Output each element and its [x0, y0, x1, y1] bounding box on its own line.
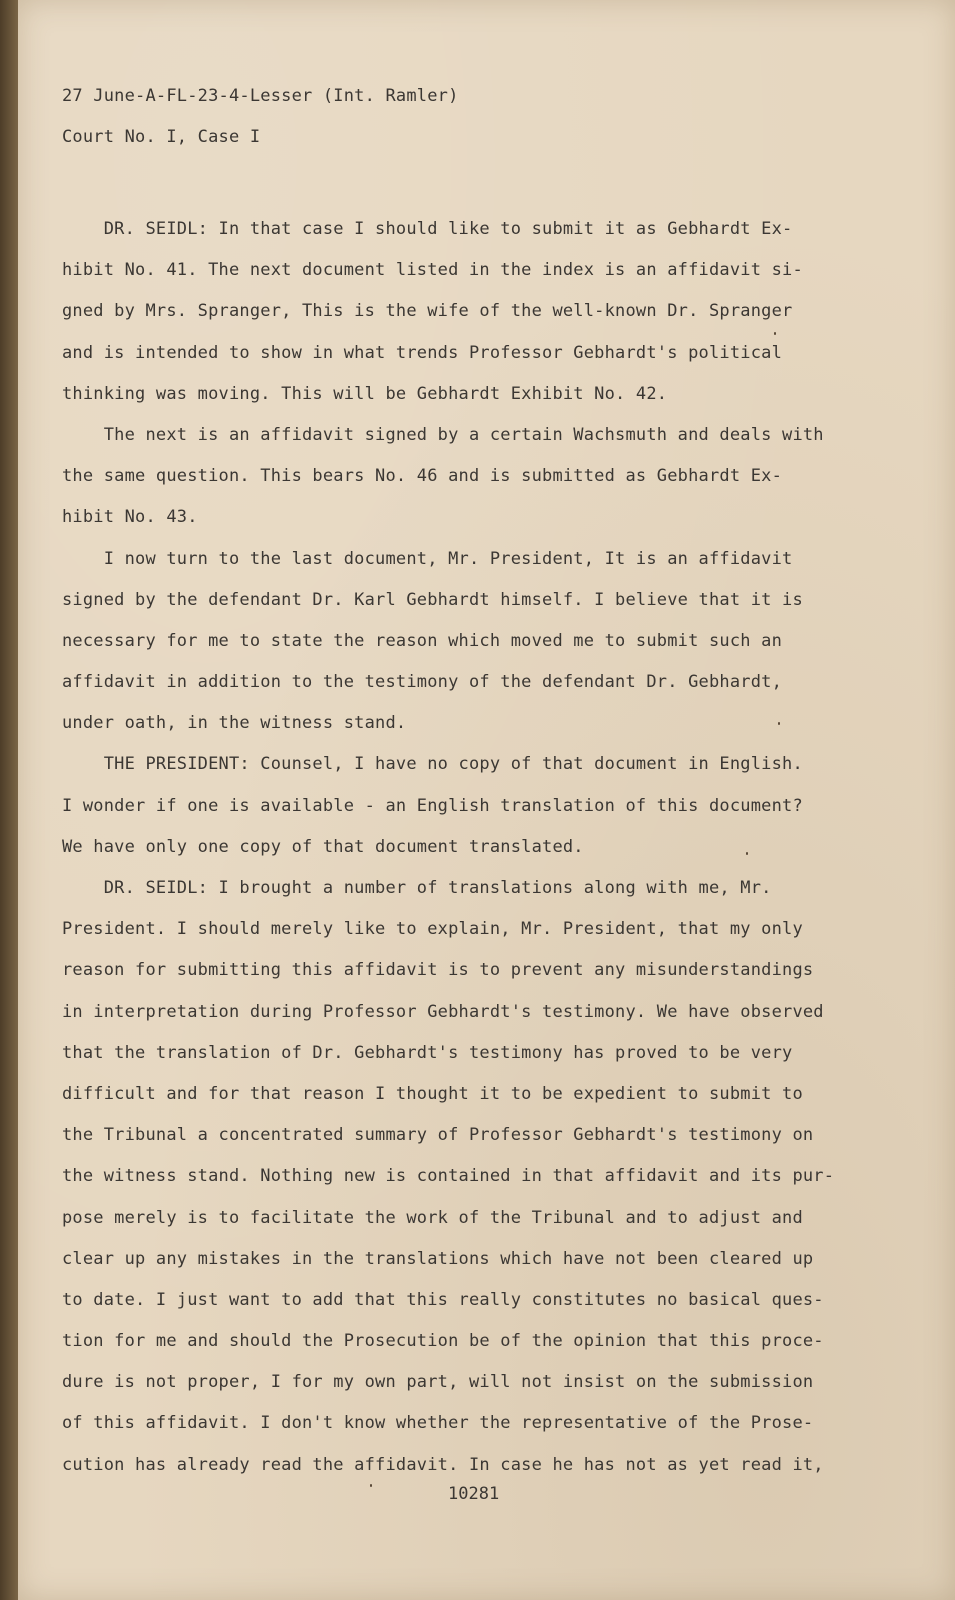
body-line: reason for submitting this affidavit is to prevent any misunderstandings	[62, 960, 814, 981]
body-line: hibit No. 41. The next document listed in the index is an affidavit si-	[62, 260, 803, 281]
body-line: the same question. This bears No. 46 and is submitted as Gebhardt Ex-	[62, 466, 783, 487]
body-line: pose merely is to facilitate the work of the Tribunal and to adjust and	[62, 1207, 803, 1228]
body-line: THE PRESIDENT: Counsel, I have no copy of that document in English.	[62, 754, 803, 775]
document-body	[62, 209, 922, 1486]
body-line: DR. SEIDL: I brought a number of translations along with me, Mr.	[62, 878, 772, 898]
paper-speck	[370, 1484, 372, 1487]
body-line: cution has already read the affidavit. In case he has not as yet read it,	[62, 1454, 824, 1475]
body-line: and is intended to show in what trends Professor Gebhardt's political	[62, 342, 783, 363]
document-header-reference: 27 June-A-FL-23-4-Lesser (Int. Ramler)	[62, 86, 459, 106]
body-line: that the translation of Dr. Gebhardt's testimony has proved to be very	[62, 1042, 793, 1063]
body-line: necessary for me to state the reason which moved me to submit such an	[62, 630, 783, 651]
body-line: the Tribunal a concentrated summary of Professor Gebhardt's testimony on	[62, 1125, 814, 1146]
body-line: dure is not proper, I for my own part, will not insist on the submission	[62, 1372, 814, 1393]
body-line: I now turn to the last document, Mr. President, It is an affidavit	[62, 548, 793, 569]
body-line: affidavit in addition to the testimony of the defendant Dr. Gebhardt,	[62, 672, 783, 693]
document-header-court: Court No. I, Case I	[62, 127, 261, 147]
body-line: difficult and for that reason I thought it to be expedient to submit to	[62, 1083, 803, 1104]
body-line: thinking was moving. This will be Gebhardt Exhibit No. 42.	[62, 383, 668, 404]
body-line: to date. I just want to add that this really constitutes no basical ques-	[62, 1289, 824, 1310]
body-line: The next is an affidavit signed by a certain Wachsmuth and deals with	[62, 424, 824, 445]
body-line: We have only one copy of that document translated.	[62, 836, 584, 857]
body-line: I wonder if one is available - an English translation of this document?	[62, 795, 803, 816]
body-line: signed by the defendant Dr. Karl Gebhardt himself. I believe that it is	[62, 589, 803, 610]
body-line: of this affidavit. I don't know whether the representative of the Prose-	[62, 1413, 814, 1434]
paper-speck	[778, 722, 780, 725]
body-line: DR. SEIDL: In that case I should like to submit it as Gebhardt Ex-	[62, 219, 793, 239]
body-line: hibit No. 43.	[62, 507, 198, 528]
body-line: in interpretation during Professor Gebhardt's testimony. We have observed	[62, 1001, 824, 1022]
paper-speck	[746, 852, 748, 855]
body-line: gned by Mrs. Spranger, This is the wife of the well-known Dr. Spranger	[62, 301, 793, 322]
document-page	[18, 0, 955, 1600]
body-line: the witness stand. Nothing new is contained in that affidavit and its pur-	[62, 1166, 835, 1187]
page-number: 10281	[448, 1484, 500, 1504]
body-line: clear up any mistakes in the translations which have not been cleared up	[62, 1248, 814, 1269]
body-line: tion for me and should the Prosecution be of the opinion that this proce-	[62, 1331, 824, 1352]
paper-speck	[774, 332, 776, 335]
scan-left-edge	[0, 0, 18, 1600]
body-line: President. I should merely like to explain, Mr. President, that my only	[62, 919, 803, 940]
body-line: under oath, in the witness stand.	[62, 713, 407, 734]
